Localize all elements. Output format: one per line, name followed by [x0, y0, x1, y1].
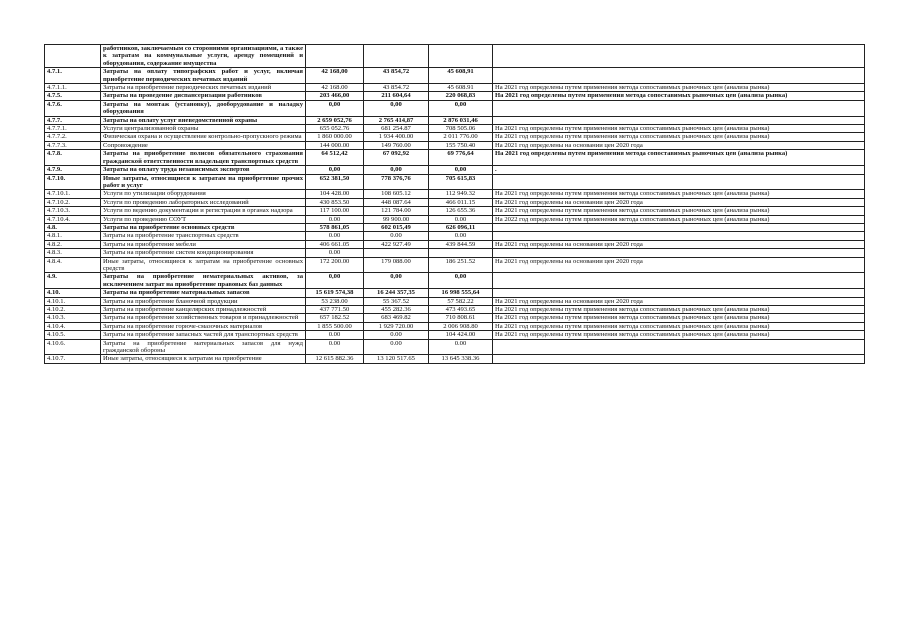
row-note: На 2021 год определены путем применения метода сопоставимых рыночных цен (анализа рынка) — [493, 306, 865, 314]
row-value-2023: 57 582.22 — [429, 297, 493, 305]
row-code: 4.7.10.2. — [45, 198, 101, 206]
row-note — [493, 116, 865, 124]
row-code: 4.8.1. — [45, 232, 101, 240]
row-value-2021: 53 238.00 — [306, 297, 364, 305]
row-note — [493, 223, 865, 231]
table-row — [45, 289, 865, 297]
row-name: Физическая охрана и осуществление контрольно-пропускного режима — [101, 133, 306, 141]
row-value-2022: 67 092,92 — [364, 150, 429, 166]
row-value-2022: 55 367.52 — [364, 297, 429, 305]
row-value-2023 — [429, 45, 493, 68]
row-code: 4.8.4. — [45, 257, 101, 273]
row-value-2021: 0.00 — [306, 232, 364, 240]
row-value-2021: 12 615 882.36 — [306, 355, 364, 363]
row-value-2022: 602 015,49 — [364, 223, 429, 231]
row-note — [493, 68, 865, 84]
row-note — [493, 355, 865, 363]
row-value-2021: 0,00 — [306, 273, 364, 289]
row-name: Затраты на монтаж (установку), дооборудование и наладку оборудования — [101, 100, 306, 116]
row-value-2023: 2 006 908.80 — [429, 322, 493, 330]
row-value-2021: 104 428.00 — [306, 190, 364, 198]
table-row — [45, 355, 865, 363]
row-note — [493, 100, 865, 116]
row-value-2021: 655 052.76 — [306, 125, 364, 133]
row-value-2022 — [364, 249, 429, 257]
row-value-2022: 683 469.82 — [364, 314, 429, 322]
row-note: На 2021 год определены путем применения метода сопоставимых рыночных цен (анализа рынка) — [493, 190, 865, 198]
row-value-2021: 652 381,50 — [306, 174, 364, 190]
row-value-2022: 2 765 414,87 — [364, 116, 429, 124]
table-row — [45, 100, 865, 116]
row-code: 4.8. — [45, 223, 101, 231]
row-value-2021: 437 771.50 — [306, 306, 364, 314]
expense-table — [44, 44, 865, 364]
row-value-2021: 0,00 — [306, 100, 364, 116]
row-value-2021: 0.00 — [306, 331, 364, 339]
row-note: На 2021 год определены путем применения метода сопоставимых рыночных цен (анализа рынка) — [493, 314, 865, 322]
row-value-2021: 0.00 — [306, 215, 364, 223]
row-code: 4.7.10.3. — [45, 207, 101, 215]
row-value-2023: 0.00 — [429, 339, 493, 355]
row-name: Затраты на оплату типографских работ и услуг, включая приобретение периодических печатных изданий — [101, 68, 306, 84]
row-value-2021: 578 861,05 — [306, 223, 364, 231]
row-note — [493, 339, 865, 355]
row-note — [493, 232, 865, 240]
row-note: На 2021 год определены путем применения метода сопоставимых рыночных цен (анализа рынка) — [493, 331, 865, 339]
row-code: 4.10. — [45, 289, 101, 297]
row-value-2021: 172 200.00 — [306, 257, 364, 273]
table-row — [45, 215, 865, 223]
row-value-2023: 186 251.52 — [429, 257, 493, 273]
row-value-2022: 0,00 — [364, 166, 429, 174]
row-value-2023: 473 493.65 — [429, 306, 493, 314]
row-value-2021: 64 512,42 — [306, 150, 364, 166]
row-name: Услуги по проведению лабораторных исследований — [101, 198, 306, 206]
table-row — [45, 322, 865, 330]
row-name: Сопровождение — [101, 141, 306, 149]
row-code: 4.7.10.4. — [45, 215, 101, 223]
row-value-2021: 144 000.00 — [306, 141, 364, 149]
row-code — [45, 45, 101, 68]
table-row — [45, 223, 865, 231]
row-code: 4.7.8. — [45, 150, 101, 166]
row-name: Затраты на приобретение мебели — [101, 240, 306, 248]
table-row — [45, 174, 865, 190]
row-value-2023: 2 876 031,46 — [429, 116, 493, 124]
row-value-2021: 203 466,00 — [306, 92, 364, 100]
row-note: На 2021 год определены путем применения метода сопоставимых рыночных цен (анализа рынка) — [493, 84, 865, 92]
row-value-2023: 126 655.36 — [429, 207, 493, 215]
row-name: Затраты на приобретение нематериальных активов, за исключением затрат на приобретение правовых баз данных — [101, 273, 306, 289]
row-note: На 2021 год определены на основании цен 2020 года — [493, 297, 865, 305]
row-value-2021: 0,00 — [306, 166, 364, 174]
row-code: 4.8.3. — [45, 249, 101, 257]
row-code: 4.7.9. — [45, 166, 101, 174]
table-row — [45, 306, 865, 314]
table-row — [45, 257, 865, 273]
row-value-2023: 0.00 — [429, 232, 493, 240]
table-row — [45, 273, 865, 289]
row-name: Услуги по ведению документации и регистрации в органах надзора — [101, 207, 306, 215]
row-code: 4.7.7.1. — [45, 125, 101, 133]
table-row — [45, 116, 865, 124]
row-value-2023: 0.00 — [429, 215, 493, 223]
row-value-2022: 448 087.64 — [364, 198, 429, 206]
row-code: 4.10.6. — [45, 339, 101, 355]
row-note: На 2021 год определены на основании цен 2020 года — [493, 257, 865, 273]
row-value-2022: 108 605.12 — [364, 190, 429, 198]
row-value-2023: 0,00 — [429, 100, 493, 116]
row-name: Затраты на приобретение систем кондиционирования — [101, 249, 306, 257]
row-name: работников, заключаемым со сторонними организациями, а также к затратам на коммунальные услуги, аренду помещений и оборудования, содержание имущества — [101, 45, 306, 68]
row-code: 4.7.7.3. — [45, 141, 101, 149]
row-name: Затраты на приобретение хозяйственных товаров и принадлежностей — [101, 314, 306, 322]
row-note — [493, 45, 865, 68]
row-note: . — [493, 166, 865, 174]
row-value-2022: 0,00 — [364, 273, 429, 289]
table-row — [45, 68, 865, 84]
table-row — [45, 249, 865, 257]
row-value-2022: 43 854,72 — [364, 68, 429, 84]
table-row — [45, 45, 865, 68]
row-value-2021: 0.00 — [306, 339, 364, 355]
row-value-2023: 0,00 — [429, 166, 493, 174]
row-value-2022: 1 934 400.00 — [364, 133, 429, 141]
row-note: На 2021 год определены на основании цен 2020 года — [493, 141, 865, 149]
row-code: 4.10.2. — [45, 306, 101, 314]
row-name: Затраты на приобретение периодических печатных изданий — [101, 84, 306, 92]
row-value-2022: 778 376,76 — [364, 174, 429, 190]
table-row — [45, 125, 865, 133]
row-code: 4.7.10.1. — [45, 190, 101, 198]
row-value-2022: 13 120 517.65 — [364, 355, 429, 363]
row-value-2021: 15 619 574,38 — [306, 289, 364, 297]
row-note: На 2022 год определены путем применения метода сопоставимых рыночных цен (анализа рынка) — [493, 215, 865, 223]
row-note — [493, 289, 865, 297]
row-value-2023: 466 011.15 — [429, 198, 493, 206]
row-value-2021: 0.00 — [306, 249, 364, 257]
row-name: Затраты на приобретение полисов обязательного страхования гражданской ответственности владельцев транспортных средств — [101, 150, 306, 166]
row-code: 4.9. — [45, 273, 101, 289]
row-value-2023: 16 998 555,64 — [429, 289, 493, 297]
row-code: 4.10.4. — [45, 322, 101, 330]
table-row — [45, 314, 865, 322]
row-note — [493, 249, 865, 257]
table-row — [45, 166, 865, 174]
row-note: На 2021 год определены путем применения метода сопоставимых рыночных цен (анализа рынка) — [493, 133, 865, 141]
row-value-2022: 422 927.49 — [364, 240, 429, 248]
row-value-2022: 455 282.36 — [364, 306, 429, 314]
row-value-2023 — [429, 249, 493, 257]
row-note: На 2021 год определены путем применения метода сопоставимых рыночных цен (анализа рынка) — [493, 125, 865, 133]
row-value-2021: 42 168,00 — [306, 68, 364, 84]
table-row — [45, 92, 865, 100]
row-code: 4.7.5. — [45, 92, 101, 100]
row-name: Затраты на приобретение канцелярских принадлежностей — [101, 306, 306, 314]
row-value-2022: 0.00 — [364, 232, 429, 240]
row-name: Иные затраты, относящиеся к затратам на приобретение основных средств — [101, 257, 306, 273]
row-code: 4.10.3. — [45, 314, 101, 322]
row-code: 4.8.2. — [45, 240, 101, 248]
row-value-2021: 1 855 500.00 — [306, 322, 364, 330]
row-code: 4.7.7.2. — [45, 133, 101, 141]
row-value-2021: 42 168.00 — [306, 84, 364, 92]
row-name: Затраты на приобретение основных средств — [101, 223, 306, 231]
row-value-2023: 2 011 776.00 — [429, 133, 493, 141]
row-value-2023: 104 424.00 — [429, 331, 493, 339]
row-name: Затраты на приобретение запасных частей для транспортных средств — [101, 331, 306, 339]
row-value-2023: 705 615,83 — [429, 174, 493, 190]
row-name: Затраты на приобретение бланочной продукции — [101, 297, 306, 305]
row-value-2021: 657 182.52 — [306, 314, 364, 322]
row-value-2021: 430 853.50 — [306, 198, 364, 206]
row-value-2022: 1 929 720.00 — [364, 322, 429, 330]
table-row — [45, 190, 865, 198]
row-code: 4.7.7. — [45, 116, 101, 124]
table-row — [45, 84, 865, 92]
row-value-2023: 220 068,83 — [429, 92, 493, 100]
row-value-2022: 179 088.00 — [364, 257, 429, 273]
row-note: На 2021 год определены на основании цен 2020 года — [493, 240, 865, 248]
row-value-2021: 406 661.05 — [306, 240, 364, 248]
row-note: На 2021 год определены путем применения метода сопоставимых рыночных цен (анализа рынка) — [493, 150, 865, 166]
row-value-2021 — [306, 45, 364, 68]
row-value-2023: 45 608,91 — [429, 68, 493, 84]
row-value-2022: 211 604,64 — [364, 92, 429, 100]
document-page — [44, 44, 864, 364]
row-name: Иные затраты, относящиеся к затратам на приобретение — [101, 355, 306, 363]
row-value-2023: 13 645 338.36 — [429, 355, 493, 363]
row-value-2022: 149 760.00 — [364, 141, 429, 149]
row-value-2022: 681 254.87 — [364, 125, 429, 133]
row-name: Затраты на приобретение горюче-смазочных материалов — [101, 322, 306, 330]
row-name: Затраты на оплату труда независимых экспертов — [101, 166, 306, 174]
table-row — [45, 198, 865, 206]
row-value-2023: 708 505.06 — [429, 125, 493, 133]
row-name: Затраты на оплату услуг вневедомственной охраны — [101, 116, 306, 124]
row-value-2022: 16 244 357,35 — [364, 289, 429, 297]
row-value-2023: 626 096,11 — [429, 223, 493, 231]
row-name: Услуги по утилизации оборудования — [101, 190, 306, 198]
row-value-2022: 0.00 — [364, 339, 429, 355]
table-row — [45, 331, 865, 339]
row-code: 4.10.5. — [45, 331, 101, 339]
row-code: 4.7.1.1. — [45, 84, 101, 92]
row-name: Затраты на приобретение транспортных средств — [101, 232, 306, 240]
row-code: 4.7.10. — [45, 174, 101, 190]
table-row — [45, 133, 865, 141]
row-code: 4.7.1. — [45, 68, 101, 84]
row-value-2022: 0.00 — [364, 331, 429, 339]
row-code: 4.10.1. — [45, 297, 101, 305]
table-row — [45, 232, 865, 240]
row-note — [493, 273, 865, 289]
row-value-2023: 45 608.91 — [429, 84, 493, 92]
row-code: 4.7.6. — [45, 100, 101, 116]
table-row — [45, 240, 865, 248]
row-name: Затраты на проведение диспансеризации работников — [101, 92, 306, 100]
row-value-2023: 439 844.59 — [429, 240, 493, 248]
row-code: 4.10.7. — [45, 355, 101, 363]
row-value-2023: 0,00 — [429, 273, 493, 289]
table-row — [45, 297, 865, 305]
table-row — [45, 150, 865, 166]
row-value-2022: 99 900.00 — [364, 215, 429, 223]
row-value-2023: 710 808.61 — [429, 314, 493, 322]
row-note: На 2021 год определены путем применения метода сопоставимых рыночных цен (анализа рынка) — [493, 322, 865, 330]
row-value-2023: 69 776,64 — [429, 150, 493, 166]
row-value-2022: 121 784.00 — [364, 207, 429, 215]
table-row — [45, 207, 865, 215]
row-name: Услуги по проведению СОУТ — [101, 215, 306, 223]
row-value-2021: 1 860 000.00 — [306, 133, 364, 141]
row-note: На 2021 год определены путем применения метода сопоставимых рыночных цен (анализа рынка) — [493, 207, 865, 215]
row-note: На 2021 год определены на основании цен 2020 года — [493, 198, 865, 206]
row-value-2021: 2 659 052,76 — [306, 116, 364, 124]
row-value-2021: 117 100.00 — [306, 207, 364, 215]
row-note: На 2021 год определены путем применения метода сопоставимых рыночных цен (анализа рынка) — [493, 92, 865, 100]
expense-table-body — [45, 45, 865, 364]
row-note — [493, 174, 865, 190]
table-row — [45, 339, 865, 355]
row-name: Услуги централизованной охраны — [101, 125, 306, 133]
row-name: Иные затраты, относящиеся к затратам на приобретение прочих работ и услуг — [101, 174, 306, 190]
row-value-2022: 0,00 — [364, 100, 429, 116]
row-value-2022 — [364, 45, 429, 68]
row-name: Затраты на приобретение материальных запасов для нужд гражданской обороны — [101, 339, 306, 355]
row-value-2023: 155 750.40 — [429, 141, 493, 149]
table-row — [45, 141, 865, 149]
row-name: Затраты на приобретение материальных запасов — [101, 289, 306, 297]
row-value-2023: 112 949.32 — [429, 190, 493, 198]
row-value-2022: 43 854.72 — [364, 84, 429, 92]
